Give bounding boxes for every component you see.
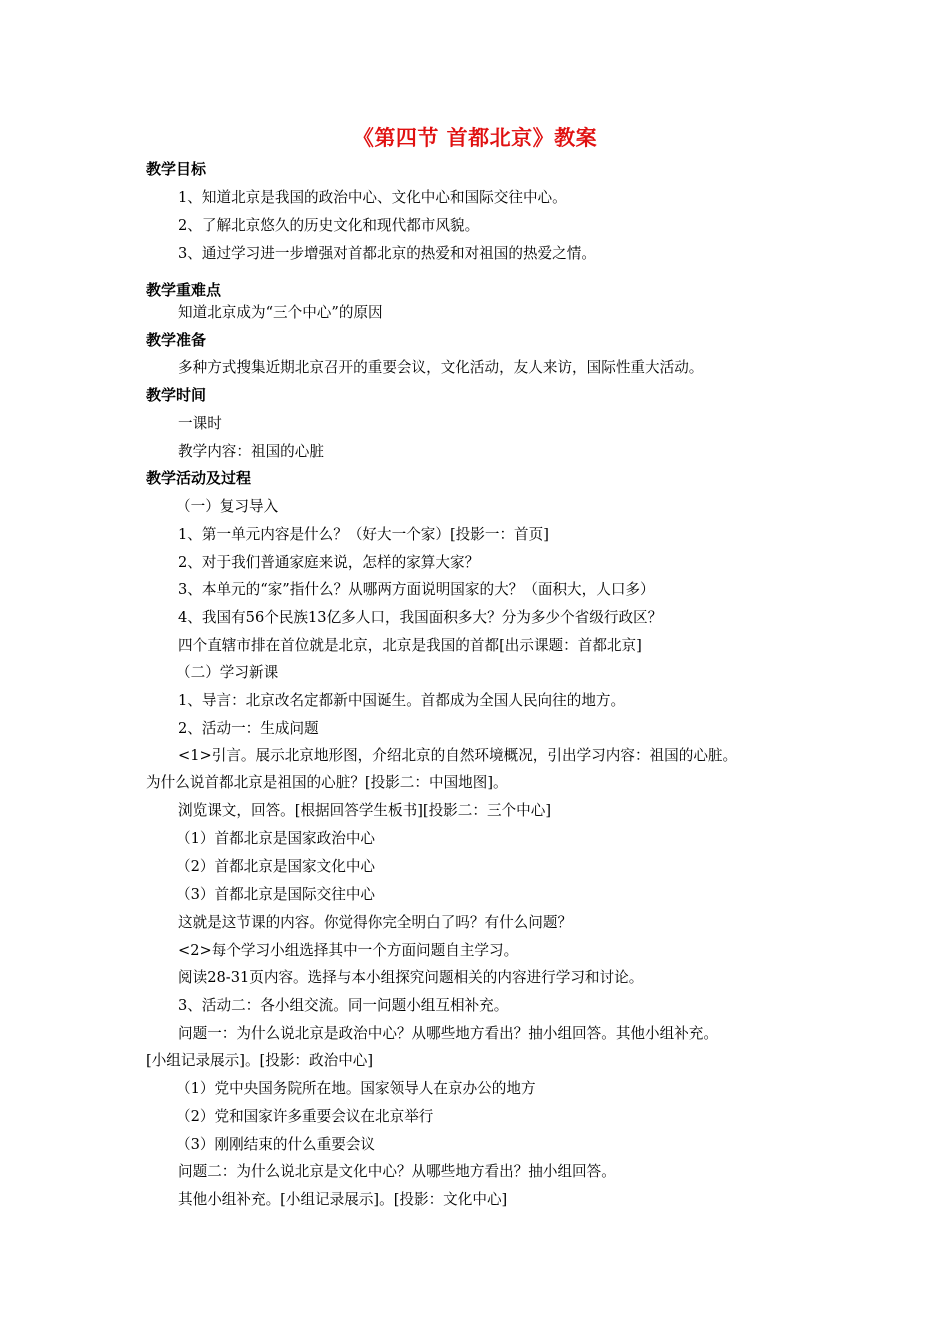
objective-line: 1、知道北京是我国的政治中心、文化中心和国际交往中心。: [178, 189, 567, 206]
process-line: （一）复习导入: [176, 498, 279, 515]
objective-line: 2、了解北京悠久的历史文化和现代都市风貌。: [178, 217, 480, 234]
process-line: 其他小组补充。[小组记录展示]。[投影：文化中心]: [178, 1191, 508, 1208]
process-line: 四个直辖市排在首位就是北京，北京是我国的首都[出示课题：首都北京]: [178, 637, 642, 654]
process-line: 4、我国有56个民族13亿多人口，我国面积多大？分为多少个省级行政区？: [178, 609, 663, 626]
process-line: 问题二：为什么说北京是文化中心？从哪些地方看出？抽小组回答。: [178, 1163, 616, 1180]
process-line: 问题一：为什么说北京是政治中心？从哪些地方看出？抽小组回答。其他小组补充。: [178, 1025, 718, 1042]
process-line: 1、第一单元内容是什么？（好大一个家）[投影一：首页]: [178, 526, 549, 543]
process-line: （2）首都北京是国家文化中心: [176, 858, 376, 875]
process-line: 浏览课文，回答。[根据回答学生板书][投影二：三个中心]: [178, 802, 552, 819]
section-heading-key-points: 教学重难点: [146, 281, 222, 299]
process-line: 2、对于我们普通家庭来说，怎样的家算大家？: [178, 554, 480, 571]
time-line: 教学内容：祖国的心脏: [178, 443, 324, 460]
document-title: 《第四节 首都北京》教案: [352, 126, 598, 150]
process-line: 3、活动二：各小组交流。同一问题小组互相补充。: [178, 997, 509, 1014]
objective-line: 3、通过学习进一步增强对首都北京的热爱和对祖国的热爱之情。: [178, 245, 596, 262]
key-point-line: 知道北京成为“三个中心”的原因: [178, 304, 383, 321]
process-line: [小组记录展示]。[投影：政治中心]: [146, 1052, 374, 1069]
section-heading-objectives: 教学目标: [146, 160, 207, 178]
process-line: （1）首都北京是国家政治中心: [176, 830, 376, 847]
section-heading-process: 教学活动及过程: [146, 469, 252, 487]
process-line: （二）学习新课: [176, 664, 279, 681]
process-line: <1>引言。展示北京地形图，介绍北京的自然环境概况，引出学习内容：祖国的心脏。: [178, 747, 738, 764]
section-heading-preparation: 教学准备: [146, 331, 207, 349]
time-line: 一课时: [178, 415, 222, 432]
process-line: （3）首都北京是国际交往中心: [176, 886, 376, 903]
preparation-line: 多种方式搜集近期北京召开的重要会议，文化活动，友人来访，国际性重大活动。: [178, 359, 704, 376]
section-heading-time: 教学时间: [146, 386, 207, 404]
process-line: 1、导言：北京改名定都新中国诞生。首都成为全国人民向往的地方。: [178, 692, 626, 709]
process-line: （2）党和国家许多重要会议在北京举行: [176, 1108, 434, 1125]
process-line: 阅读28-31页内容。选择与本小组探究问题相关的内容进行学习和讨论。: [178, 969, 644, 986]
process-line: 3、本单元的“家”指什么？从哪两方面说明国家的大？（面积大，人口多）: [178, 581, 655, 598]
process-line: 为什么说首都北京是祖国的心脏？[投影二：中国地图]。: [146, 774, 508, 791]
process-line: （1）党中央国务院所在地。国家领导人在京办公的地方: [176, 1080, 536, 1097]
process-line: 2、活动一：生成问题: [178, 720, 319, 737]
process-line: <2>每个学习小组选择其中一个方面问题自主学习。: [178, 942, 519, 959]
process-line: 这就是这节课的内容。你觉得你完全明白了吗？有什么问题？: [178, 914, 573, 931]
process-line: （3）刚刚结束的什么重要会议: [176, 1136, 376, 1153]
